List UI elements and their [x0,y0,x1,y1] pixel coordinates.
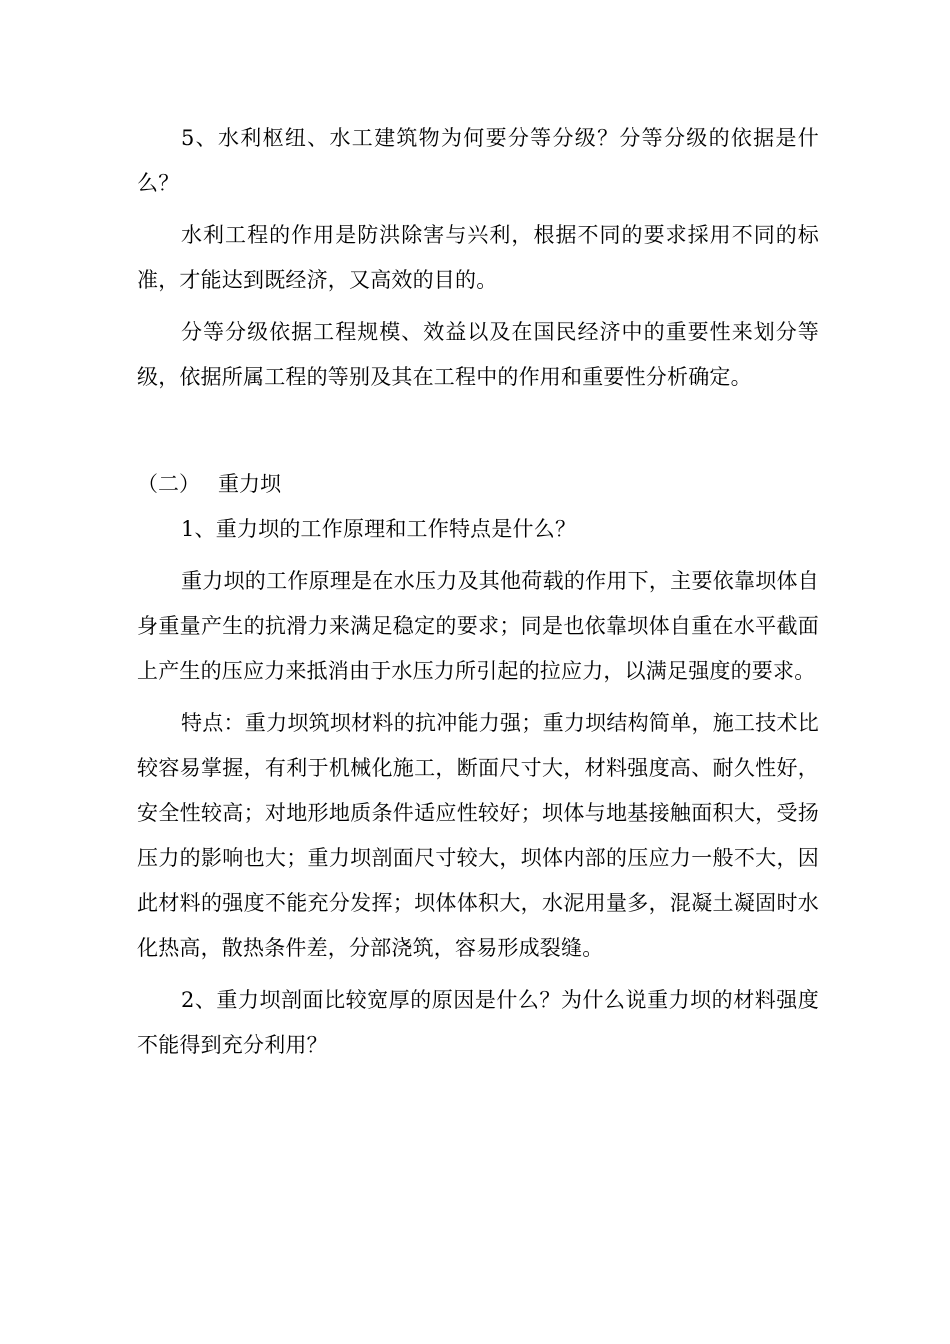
answer-1-paragraph-2: 特点：重力坝筑坝材料的抗冲能力强；重力坝结构简单，施工技术比较容易掌握，有利于机械化施工，断面尺寸大，材料强度高、耐久性好，安全性较高；对地形地质条件适应性较好；坝体与地基接触面积大，受扬压力的影响也大；重力坝剖面尺寸较大，坝体内部的压应力一般不大，因此材料的强度不能充分发挥；坝体体积大，水泥用量多，混凝土凝固时水化热高，散热条件差，分部浇筑，容易形成裂缝。 [137,711,819,960]
question-1: 1、重力坝的工作原理和工作特点是什么？ [181,517,577,541]
section-heading-gravity-dam [137,462,819,507]
section-heading-number: （二） [137,472,200,496]
answer-1-paragraph-1: 重力坝的工作原理是在水压力及其他荷载的作用下，主要依靠坝体自身重量产生的抗滑力来满足稳定的要求；同是也依靠坝体自重在水平截面上产生的压应力来抵消由于水压力所引起的拉应力，以满足强度的要求。 [137,569,819,683]
section-heading-title: 重力坝 [218,472,281,496]
document-body [137,116,819,1075]
answer-5-paragraph-1: 水利工程的作用是防洪除害与兴利，根据不同的要求採用不同的标准，才能达到既经济，又高效的目的。 [137,223,819,292]
answer-5-paragraph-2: 分等分级依据工程规模、效益以及在国民经济中的重要性来划分等级，依据所属工程的等别及其在工程中的作用和重要性分析确定。 [137,320,819,389]
question-2: 2、重力坝剖面比较宽厚的原因是什么？为什么说重力坝的材料强度不能得到充分利用？ [137,988,819,1057]
question-5: 5、水利枢纽、水工建筑物为何要分等分级？分等分级的依据是什么？ [137,126,819,195]
